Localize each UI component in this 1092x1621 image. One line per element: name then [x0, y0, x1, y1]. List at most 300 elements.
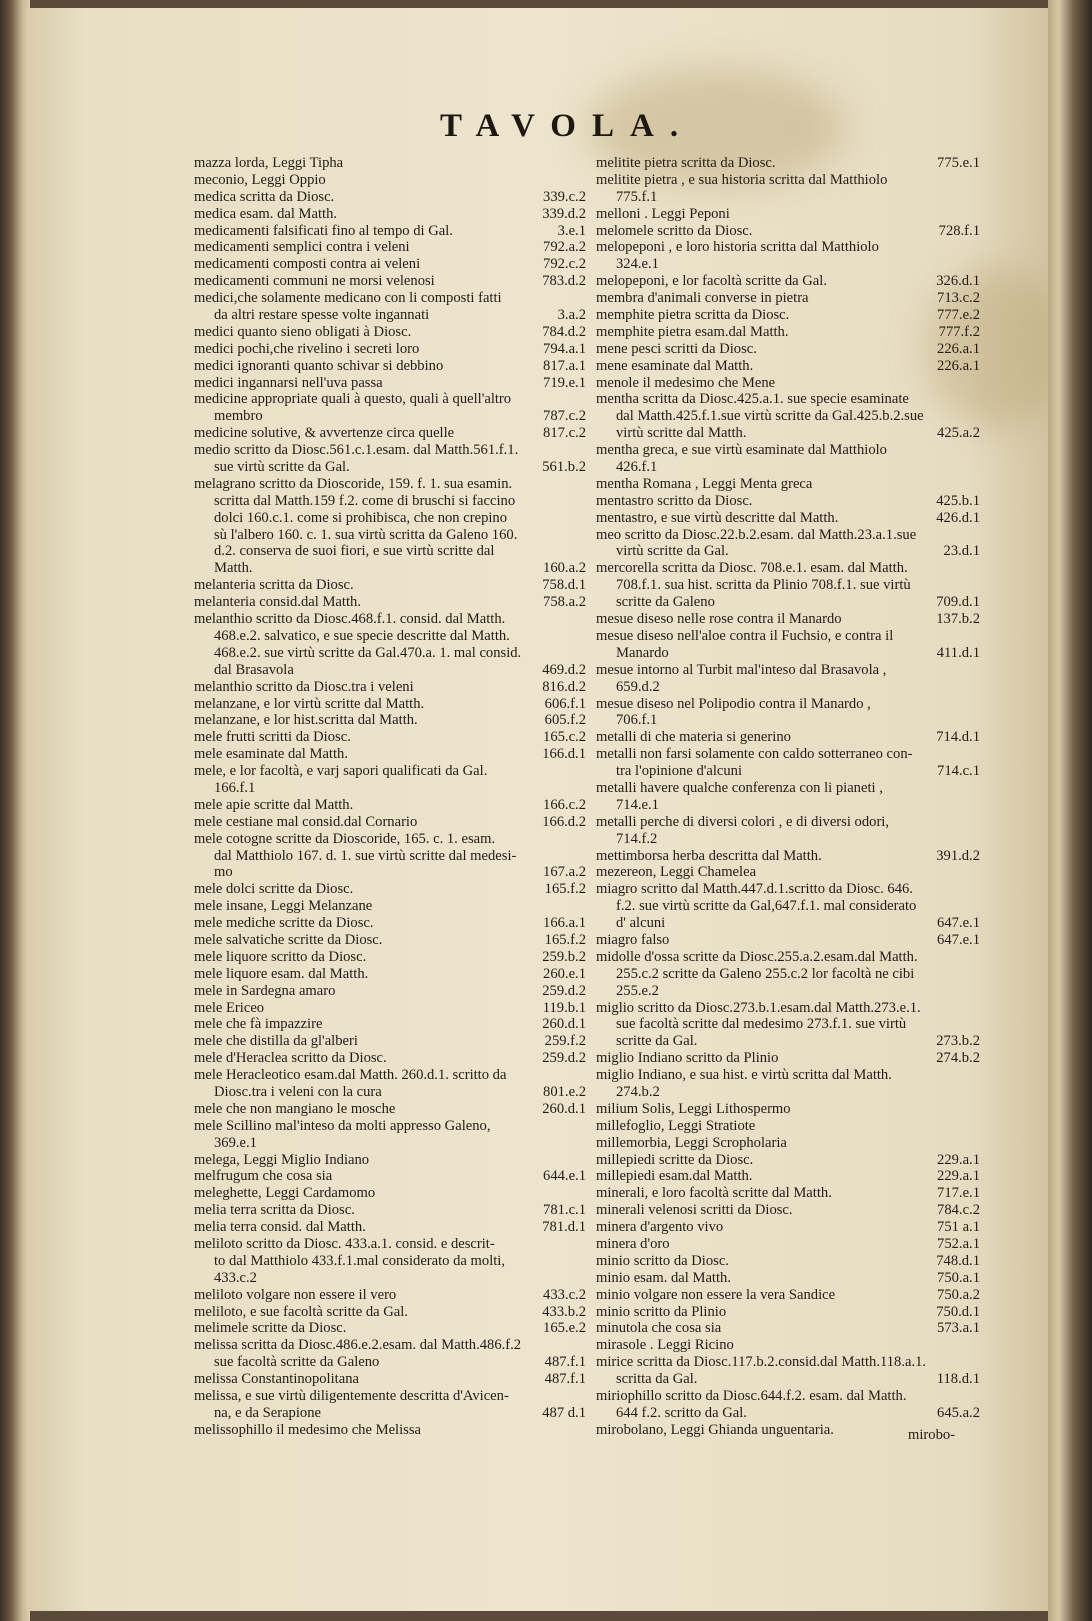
index-entry-text: 426.f.1	[616, 459, 658, 476]
index-entry	[596, 172, 980, 189]
index-entry-reference: 784.c.2	[937, 1202, 980, 1219]
index-entry-reference: 561.b.2	[542, 459, 586, 476]
index-entry	[596, 324, 980, 341]
index-entry-text: mele che fà impazzire	[194, 1016, 323, 1033]
index-entry-text: miglio scritto da Diosc.273.b.1.esam.dal Matth.273.e.1.	[596, 999, 921, 1016]
index-entry-text: meconio, Leggi Oppio	[194, 171, 326, 188]
index-entry-text: 324.e.1	[616, 256, 659, 273]
index-entry-text: melanzane, e lor virtù scritte dal Matth.	[194, 695, 425, 712]
index-entry	[194, 611, 586, 628]
index-entry	[194, 1101, 586, 1118]
index-entry	[596, 476, 980, 493]
index-entry-reference: 274.b.2	[936, 1050, 980, 1067]
index-entry	[596, 1168, 980, 1185]
index-entry	[596, 1101, 980, 1118]
index-entry	[194, 155, 586, 172]
index-entry	[194, 848, 586, 865]
index-entry-reference: 119.b.1	[542, 999, 586, 1016]
index-entry-text: mentha Romana , Leggi Menta greca	[596, 475, 813, 492]
index-entry-text: minio esam. dal Matth.	[596, 1269, 731, 1286]
index-entry-text: 468.e.2. salvatico, e sue specie descritte dal Matth.	[214, 627, 510, 644]
index-entry-reference: 816.d.2	[542, 678, 586, 695]
index-entry	[194, 983, 586, 1000]
index-entry	[194, 425, 586, 442]
index-entry	[194, 1050, 586, 1067]
index-entry	[596, 459, 980, 476]
index-entry-reference: 750.a.2	[937, 1286, 980, 1303]
index-entry-text: melopeponi , e loro historia scritta dal Matthiolo	[596, 239, 879, 256]
index-entry	[596, 358, 980, 375]
index-entry	[596, 814, 980, 831]
index-entry-text: dal Matthiolo 167. d. 1. sue virtù scritte dal medesi-	[214, 847, 517, 864]
index-entry-text: mazza lorda, Leggi Tipha	[194, 155, 344, 171]
index-entry	[596, 239, 980, 256]
index-entry-reference: 794.a.1	[543, 340, 586, 357]
index-column-left	[194, 155, 586, 1439]
index-entry	[596, 780, 980, 797]
index-entry-text: midolle d'ossa scritte da Diosc.255.a.2.esam.dal Matth.	[596, 948, 918, 965]
index-entry-text: mele che non mangiano le mosche	[194, 1100, 396, 1117]
index-entry-text: melitite pietra scritta da Diosc.	[596, 155, 776, 171]
index-entry	[596, 1050, 980, 1067]
index-entry-reference: 487.f.1	[544, 1371, 586, 1388]
index-entry-text: melimele scritte da Diosc.	[194, 1320, 347, 1337]
index-entry-text: meo scritto da Diosc.22.b.2.esam. dal Matth.23.a.1.sue	[596, 526, 917, 543]
index-entry-reference: 259.f.2	[544, 1033, 586, 1050]
index-entry-reference: 751 a.1	[937, 1219, 980, 1236]
index-entry-text: 775.f.1	[616, 188, 658, 205]
index-entry	[596, 1219, 980, 1236]
index-entry-text: mentastro scritto da Diosc.	[596, 492, 753, 509]
index-entry-text: 714.e.1	[616, 796, 659, 813]
index-entry-reference: 817.c.2	[543, 425, 586, 442]
index-entry-text: mo	[214, 864, 233, 881]
index-entry-text: 708.f.1. sua hist. scritta da Plinio 708.f.1. sue virtù	[616, 577, 911, 594]
index-entry	[194, 679, 586, 696]
index-entry-text: 706.f.1	[616, 712, 658, 729]
index-entry-text: mele salvatiche scritte da Diosc.	[194, 931, 383, 948]
index-entry-text: scritte da Galeno	[616, 594, 715, 611]
index-entry-text: meliloto volgare non essere il vero	[194, 1286, 397, 1303]
index-entry-text: mele liquore esam. dal Matth.	[194, 965, 369, 982]
index-entry-reference: 645.a.2	[937, 1404, 980, 1421]
index-entry	[596, 1033, 980, 1050]
index-entry-reference: 787.c.2	[543, 408, 586, 425]
index-entry	[194, 966, 586, 983]
index-entry-reference: 647.e.1	[937, 931, 980, 948]
index-entry	[596, 1270, 980, 1287]
index-entry-reference: 775.e.1	[937, 155, 980, 171]
index-entry	[194, 189, 586, 206]
index-entry-text: minio scritto da Plinio	[596, 1303, 727, 1320]
index-entry	[596, 949, 980, 966]
index-entry	[596, 290, 980, 307]
index-entry	[194, 881, 586, 898]
index-entry-text: mentastro, e sue virtù descritte dal Matth.	[596, 509, 839, 526]
index-entry-text: dal Matth.425.f.1.sue virtù scritte da Gal.425.b.2.sue	[616, 408, 924, 425]
index-entry-text: minera d'oro	[596, 1236, 670, 1252]
index-entry	[596, 577, 980, 594]
index-entry-text: 714.f.2	[616, 830, 658, 847]
index-entry-text: mirasole . Leggi Ricino	[596, 1337, 734, 1354]
index-entry-text: tra l'opinione d'alcuni	[616, 763, 743, 780]
index-entry	[596, 831, 980, 848]
index-entry-text: membra d'animali converse in pietra	[596, 290, 809, 307]
index-entry	[596, 628, 980, 645]
index-entry-text: melanthio scritto da Diosc.tra i veleni	[194, 678, 414, 695]
index-entry-text: to dal Matthiolo 433.f.1.mal considerato da molti,	[214, 1252, 506, 1269]
index-entry	[596, 746, 980, 763]
index-entry	[194, 712, 586, 729]
index-entry-reference: 758.a.2	[543, 594, 586, 611]
index-entry	[194, 1320, 586, 1337]
index-entry-text: miagro scritto dal Matth.447.d.1.scritto da Diosc. 646.	[596, 881, 913, 898]
index-entry-text: mesue diseso nelle rose contra il Manardo	[596, 611, 842, 628]
index-entry	[596, 1135, 980, 1152]
index-entry-text: 166.f.1	[214, 779, 256, 796]
index-entry	[596, 1320, 980, 1337]
index-entry-text: 255.e.2	[616, 982, 659, 999]
index-entry	[596, 712, 980, 729]
index-entry	[194, 797, 586, 814]
index-entry-text: mezereon, Leggi Chamelea	[596, 864, 757, 881]
index-entry	[194, 391, 586, 408]
index-entry-reference: 229.a.1	[937, 1168, 980, 1185]
index-entry-reference: 326.d.1	[936, 273, 980, 290]
index-entry	[596, 915, 980, 932]
index-entry-text: mele esaminate dal Matth.	[194, 746, 348, 763]
index-entry	[194, 459, 586, 476]
index-entry	[194, 1135, 586, 1152]
index-entry-text: Matth.	[214, 560, 253, 577]
index-entry-text: metalli non farsi solamente con caldo sotterraneo con-	[596, 746, 913, 763]
index-entry-text: miglio Indiano, e sua hist. e virtù scritta dal Matth.	[596, 1067, 892, 1084]
index-entry	[194, 307, 586, 324]
index-entry	[596, 442, 980, 459]
index-entry-text: mele frutti scritti da Diosc.	[194, 729, 351, 746]
index-entry-text: mele dolci scritte da Diosc.	[194, 881, 354, 898]
index-entry-text: melia terra consid. dal Matth.	[194, 1219, 366, 1236]
index-entry-text: f.2. sue virtù scritte da Gal,647.f.1. mal considerato	[616, 898, 917, 915]
index-entry	[194, 442, 586, 459]
index-entry-text: 433.c.2	[214, 1269, 257, 1286]
index-entry	[194, 864, 586, 881]
index-entry-reference: 469.d.2	[542, 661, 586, 678]
index-entry	[596, 696, 980, 713]
index-entry-text: virtù scritte dal Matth.	[616, 425, 747, 442]
index-entry-reference: 605.f.2	[544, 712, 586, 729]
index-entry	[596, 729, 980, 746]
index-entry-reference: 165.f.2	[544, 931, 586, 948]
index-entry-text: mele Ericeo	[194, 999, 265, 1016]
index-entry-text: millemorbia, Leggi Scropholaria	[596, 1134, 787, 1151]
index-entry-reference: 260.e.1	[543, 965, 586, 982]
index-entry-reference: 259.b.2	[542, 948, 586, 965]
index-entry	[194, 1202, 586, 1219]
index-entry-text: miriophillo scritto da Diosc.644.f.2. esam. dal Matth.	[596, 1388, 907, 1405]
index-entry-reference: 259.d.2	[542, 982, 586, 999]
index-entry-text: mele in Sardegna amaro	[194, 982, 336, 999]
index-entry-reference: 792.c.2	[543, 256, 586, 273]
index-entry	[596, 543, 980, 560]
index-entry-text: minio scritto da Diosc.	[596, 1252, 729, 1269]
index-entry	[596, 206, 980, 223]
index-entry-text: sue facoltà scritte dal medesimo 273.f.1. sue virtù	[616, 1016, 907, 1033]
index-entry	[194, 1304, 586, 1321]
index-entry	[194, 476, 586, 493]
index-entry	[194, 577, 586, 594]
index-entry	[596, 1084, 980, 1101]
index-entry	[194, 831, 586, 848]
index-entry-text: melissa scritta da Diosc.486.e.2.esam. dal Matth.486.f.2	[194, 1337, 522, 1354]
index-entry	[194, 375, 586, 392]
index-entry-text: minio volgare non essere la vera Sandice	[596, 1286, 836, 1303]
index-entry-text: medicamenti composti contra ai veleni	[194, 256, 421, 273]
index-entry	[194, 223, 586, 240]
index-entry-text: mele Heracleotico esam.dal Matth. 260.d.1. scritto da	[194, 1067, 507, 1084]
index-entry-text: mele d'Heraclea scritto da Diosc.	[194, 1050, 387, 1067]
index-entry-text: medio scritto da Diosc.561.c.1.esam. dal Matth.561.f.1.	[194, 442, 519, 459]
index-entry-reference: 273.b.2	[936, 1033, 980, 1050]
index-entry	[194, 696, 586, 713]
index-entry-text: sue virtù scritte da Gal.	[214, 459, 350, 476]
index-entry	[596, 1202, 980, 1219]
index-entry	[194, 493, 586, 510]
index-entry	[596, 611, 980, 628]
index-entry-reference: 748.d.1	[936, 1252, 980, 1269]
index-entry-text: mele apie scritte dal Matth.	[194, 796, 354, 813]
index-entry	[596, 1000, 980, 1017]
index-entry-text: scritta dal Matth.159 f.2. come di bruschi si faccino	[214, 492, 516, 509]
index-entry-text: mele insane, Leggi Melanzane	[194, 898, 373, 915]
index-entry-reference: 777.f.2	[938, 323, 980, 340]
index-entry	[194, 1185, 586, 1202]
index-entry	[194, 341, 586, 358]
page-header: TAVOLA.	[440, 108, 695, 144]
index-entry	[194, 408, 586, 425]
index-entry-text: mirobolano, Leggi Ghianda unguentaria.	[596, 1421, 834, 1438]
index-entry-reference: 3.e.1	[557, 222, 586, 239]
index-entry-text: melanthio scritto da Diosc.468.f.1. consid. dal Matth.	[194, 611, 506, 628]
index-entry	[596, 983, 980, 1000]
index-entry-reference: 165.c.2	[543, 729, 586, 746]
index-entry-text: melomele scritto da Diosc.	[596, 222, 753, 239]
index-entry	[194, 1016, 586, 1033]
index-entry	[596, 1185, 980, 1202]
index-entry-text: medici ingannarsi nell'uva passa	[194, 374, 383, 391]
index-entry-text: 468.e.2. sue virtù scritte da Gal.470.a. 1. mal consid.	[214, 644, 522, 661]
index-entry-reference: 487.f.1	[544, 1354, 586, 1371]
index-entry	[596, 594, 980, 611]
index-entry	[596, 375, 980, 392]
index-entry-reference: 260.d.1	[542, 1016, 586, 1033]
index-entry-text: meliloto, e sue facoltà scritte da Gal.	[194, 1303, 408, 1320]
catchword: mirobo-	[908, 1427, 956, 1443]
index-entry	[596, 1067, 980, 1084]
index-entry-reference: 713.c.2	[937, 290, 980, 307]
index-entry-text: mercorella scritta da Diosc. 708.e.1. esam. dal Matth.	[596, 560, 908, 577]
index-entry-reference: 758.d.1	[542, 577, 586, 594]
index-entry-text: medici,che solamente medicano con li composti fatti	[194, 290, 502, 307]
index-entry	[194, 290, 586, 307]
index-entry-reference: 165.f.2	[544, 881, 586, 898]
index-entry	[596, 223, 980, 240]
index-entry-reference: 817.a.1	[543, 357, 586, 374]
index-entry	[596, 408, 980, 425]
index-entry	[596, 1371, 980, 1388]
index-entry-text: menole il medesimo che Mene	[596, 374, 776, 391]
index-entry	[194, 324, 586, 341]
index-entry-text: scritte da Gal.	[616, 1033, 698, 1050]
index-entry	[194, 527, 586, 544]
index-entry-text: 659.d.2	[616, 678, 660, 695]
index-entry	[596, 864, 980, 881]
index-entry-reference: 647.e.1	[937, 915, 980, 932]
index-entry	[194, 662, 586, 679]
index-column-right	[596, 155, 980, 1439]
index-entry-reference: 728.f.1	[938, 222, 980, 239]
index-entry	[596, 1388, 980, 1405]
index-entry-reference: 229.a.1	[937, 1151, 980, 1168]
index-entry-text: mene pesci scritti da Diosc.	[596, 340, 757, 357]
index-entry-text: millepiedi scritte da Diosc.	[596, 1151, 754, 1168]
index-entry	[596, 1287, 980, 1304]
index-entry	[194, 1152, 586, 1169]
index-entry-text: mesue diseso nel Polipodio contra il Manardo ,	[596, 695, 871, 712]
index-entry-reference: 226.a.1	[937, 340, 980, 357]
index-entry-text: medici quanto sieno obligati à Diosc.	[194, 323, 412, 340]
index-entry-text: scritta da Gal.	[616, 1371, 698, 1388]
index-entry-reference: 644.e.1	[543, 1168, 586, 1185]
index-entry-text: 274.b.2	[616, 1083, 660, 1100]
index-entry-text: sù l'albero 160. c. 1. sua virtù scritta da Galeno 160.	[214, 526, 518, 543]
index-entry-text: virtù scritte da Gal.	[616, 543, 729, 560]
index-entry-text: melopeponi, e lor facoltà scritte da Gal.	[596, 273, 827, 290]
index-entry-text: minerali, e loro facoltà scritte dal Matth.	[596, 1185, 832, 1202]
index-entry	[596, 189, 980, 206]
index-entry	[596, 1152, 980, 1169]
index-entry-reference: 714.d.1	[936, 729, 980, 746]
index-entry	[194, 780, 586, 797]
index-entry-text: mirice scritta da Diosc.117.b.2.consid.dal Matth.118.a.1.	[596, 1354, 927, 1371]
index-entry	[194, 560, 586, 577]
index-entry	[194, 814, 586, 831]
index-entry	[596, 679, 980, 696]
index-entry	[194, 1388, 586, 1405]
index-entry-reference: 339.c.2	[543, 188, 586, 205]
index-entry-text: da altri restare spesse volte ingannati	[214, 307, 430, 324]
index-entry-text: memphite pietra esam.dal Matth.	[596, 323, 789, 340]
index-entry-reference: 719.e.1	[543, 374, 586, 391]
index-entry-text: medici ignoranti quanto schivar si debbino	[194, 357, 444, 374]
index-entry	[596, 425, 980, 442]
index-entry	[596, 1304, 980, 1321]
index-entry	[596, 560, 980, 577]
index-entry	[194, 543, 586, 560]
index-entry-text: d.2. conserva de suoi fiori, e sue virtù scritte dal	[214, 543, 495, 560]
index-entry	[596, 1337, 980, 1354]
index-entry-reference: 259.d.2	[542, 1050, 586, 1067]
index-entry-text: sue facoltà scritte da Galeno	[214, 1354, 380, 1371]
index-entry-text: mele mediche scritte da Diosc.	[194, 915, 374, 932]
index-entry-text: minerali velenosi scritti da Diosc.	[596, 1202, 793, 1219]
index-entry	[596, 391, 980, 408]
index-entry-text: dal Brasavola	[214, 661, 294, 678]
index-entry-text: mesue diseso nell'aloe contra il Fuchsio, e contra il	[596, 627, 894, 644]
index-entry-text: melega, Leggi Miglio Indiano	[194, 1151, 370, 1168]
index-entry	[194, 510, 586, 527]
index-entry	[596, 1253, 980, 1270]
index-entry-reference: 792.a.2	[543, 239, 586, 256]
index-entry-text: metalli havere qualche conferenza con li pianeti ,	[596, 779, 883, 796]
index-entry-reference: 23.d.1	[943, 543, 980, 560]
index-entry	[194, 1405, 586, 1422]
index-entry-text: minutola che cosa sia	[596, 1320, 722, 1337]
index-entry-text: medicamenti communi ne morsi velenosi	[194, 273, 435, 290]
index-entry-text: Diosc.tra i veleni con la cura	[214, 1083, 382, 1100]
index-entry	[596, 1236, 980, 1253]
index-entry	[194, 1337, 586, 1354]
index-entry-reference: 165.e.2	[543, 1320, 586, 1337]
index-entry-text: mesue intorno al Turbit mal'inteso dal Brasavola ,	[596, 661, 887, 678]
index-entry-reference: 752.a.1	[937, 1236, 980, 1252]
index-entry	[194, 1354, 586, 1371]
index-entry	[194, 949, 586, 966]
index-entry-text: milium Solis, Leggi Lithospermo	[596, 1100, 791, 1117]
index-entry-reference: 784.d.2	[542, 323, 586, 340]
index-entry-text: 369.e.1	[214, 1134, 257, 1151]
index-entry	[194, 729, 586, 746]
index-entry	[596, 510, 980, 527]
index-entry-reference: 260.d.1	[542, 1100, 586, 1117]
index-entry	[596, 645, 980, 662]
index-entry	[194, 1219, 586, 1236]
index-entry-reference: 801.e.2	[543, 1083, 586, 1100]
index-entry-text: mene esaminate dal Matth.	[596, 357, 754, 374]
index-entry-text: dolci 160.c.1. come si prohibisca, che non crepino	[214, 509, 508, 526]
index-entry-reference: 750.a.1	[937, 1269, 980, 1286]
index-entry	[596, 763, 980, 780]
index-entry-text: medicamenti falsificati fino al tempo di Gal.	[194, 222, 453, 239]
index-entry-reference: 118.d.1	[936, 1371, 980, 1388]
index-entry-text: medicine solutive, & avvertenze circa quelle	[194, 425, 455, 442]
index-entry-reference: 166.d.2	[542, 813, 586, 830]
index-entry-reference: 411.d.1	[936, 644, 980, 661]
index-entry	[596, 932, 980, 949]
index-entry-reference: 137.b.2	[936, 611, 980, 628]
index-entry	[596, 155, 980, 172]
index-entry-text: medicine appropriate quali à questo, quali à quell'altro	[194, 391, 512, 408]
index-entry	[194, 1168, 586, 1185]
index-entry	[194, 915, 586, 932]
index-entry-text: mele cestiane mal consid.dal Cornario	[194, 813, 418, 830]
index-entry-text: melanteria scritta da Diosc.	[194, 577, 354, 594]
index-entry-text: memphite pietra scritta da Diosc.	[596, 307, 790, 324]
index-entry-reference: 425.a.2	[937, 425, 980, 442]
index-entry-text: millepiedi esam.dal Matth.	[596, 1168, 753, 1185]
index-entry-text: melia terra scritta da Diosc.	[194, 1202, 355, 1219]
index-entry-reference: 487 d.1	[542, 1404, 586, 1421]
index-entry	[596, 898, 980, 915]
index-entry-text: d' alcuni	[616, 915, 666, 932]
index-entry-reference: 433.c.2	[543, 1286, 586, 1303]
index-entry	[194, 358, 586, 375]
index-entry	[596, 256, 980, 273]
index-entry-text: medici pochi,che rivelino i secreti loro	[194, 340, 420, 357]
index-entry-text: medicamenti semplici contra i veleni	[194, 239, 410, 256]
index-entry-text: millefoglio, Leggi Stratiote	[596, 1117, 756, 1134]
index-entry	[596, 797, 980, 814]
